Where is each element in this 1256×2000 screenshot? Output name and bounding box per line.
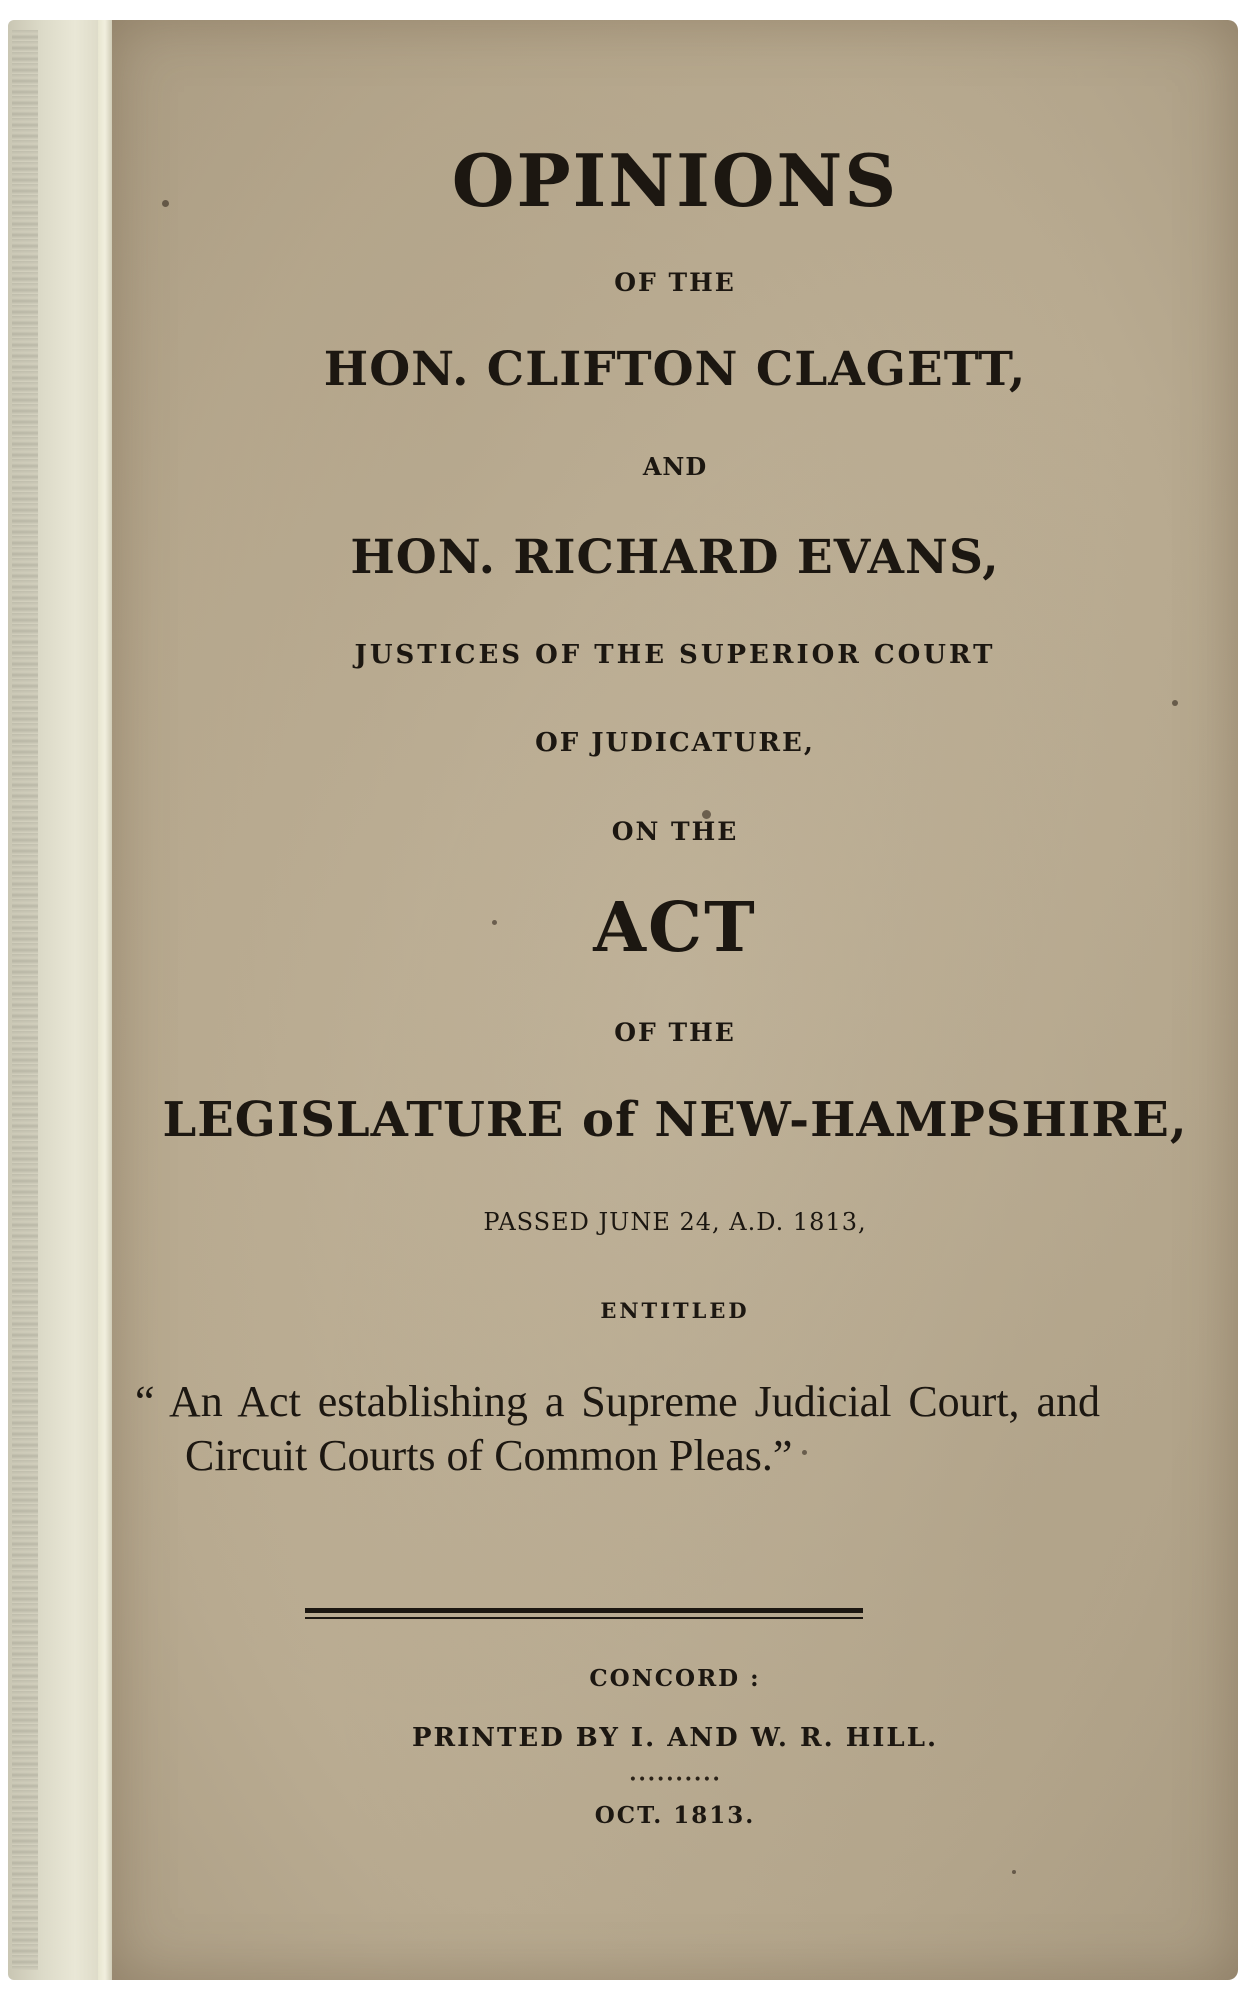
rule-thick — [305, 1608, 863, 1613]
foxing-spot — [1172, 700, 1178, 706]
of-the-line-1: OF THE — [614, 268, 736, 297]
spine-fold — [98, 20, 112, 1980]
entitled-line: ENTITLED — [600, 1298, 750, 1323]
foxing-spot — [1012, 1870, 1016, 1874]
and-line: AND — [642, 452, 708, 481]
judge-clagett: HON. CLIFTON CLAGETT, — [323, 342, 1027, 397]
imprint-place: CONCORD : — [589, 1665, 761, 1692]
imprint-date: OCT. 1813. — [594, 1802, 756, 1829]
act-heading: ACT — [593, 888, 757, 968]
title-page — [112, 20, 1238, 1980]
ornament-dots: •••••••••• — [628, 1772, 722, 1788]
printer-line: PRINTED BY I. AND W. R. HILL. — [411, 1723, 939, 1753]
title-opinions: OPINIONS — [451, 138, 899, 223]
office-line-2: OF JUDICATURE, — [535, 728, 815, 758]
of-the-line-2: OF THE — [614, 1018, 736, 1047]
act-title-quote — [130, 1375, 1100, 1483]
legislature-line: LEGISLATURE of NEW-HAMPSHIRE, — [162, 1092, 1188, 1148]
on-the-line: ON THE — [611, 817, 739, 846]
judge-evans: HON. RICHARD EVANS, — [350, 530, 1000, 585]
double-rule-divider — [305, 1608, 863, 1621]
passed-date-line: PASSED JUNE 24, A.D. 1813, — [483, 1208, 867, 1236]
spine-frayed-edge — [12, 30, 38, 1970]
rule-thin — [305, 1617, 863, 1619]
act-title-text: “ An Act establishing a Supreme Judicial Court, and Circuit Courts of Common Pleas.” — [135, 1377, 1100, 1480]
office-line-1: JUSTICES OF THE SUPERIOR COURT — [354, 640, 996, 670]
